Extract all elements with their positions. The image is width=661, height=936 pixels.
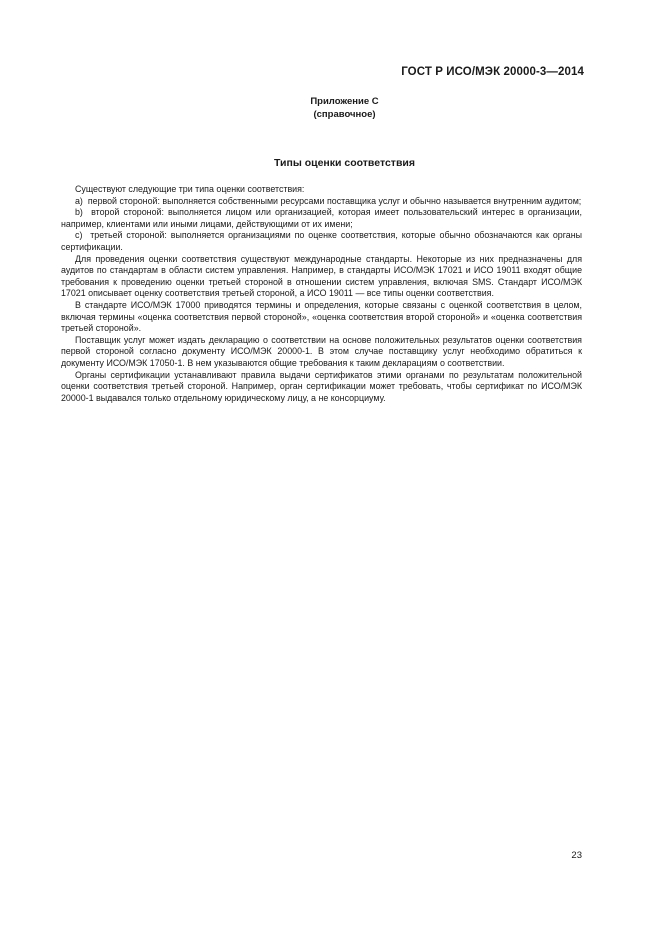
- annex-heading: [0, 95, 661, 121]
- annex-subtitle: (справочное): [313, 109, 376, 120]
- list-item-second-party: b) второй стороной: выполняется лицом или организацией, которая имеет пользовательский интерес в организации, например, клиентами или иными лицами, действующими от их имени;: [61, 207, 582, 229]
- list-item-first-party: a) первой стороной: выполняется собственными ресурсами поставщика услуг и обычно называется внутренним аудитом;: [75, 195, 582, 206]
- paragraph-terms: В стандарте ИСО/МЭК 17000 приводятся термины и определения, которые связаны с оценкой соответствия в целом, включая термины «оценка соответствия первой стороной», «оценка соответствия второй стороной» и «оценка соответствия третьей стороной».: [61, 299, 582, 334]
- section-title: Типы оценки соответствия: [274, 157, 415, 169]
- list-item-third-party: c) третьей стороной: выполняется организациями по оценке соответствия, которые обычно обозначаются как органы сертификации.: [61, 230, 582, 252]
- body-text: [61, 184, 582, 404]
- paragraph-declaration: Поставщик услуг может издать декларацию о соответствии на основе положительных результатов оценки соответствия первой стороной согласно документу ИСО/МЭК 20000-1. В этом случае поставщику услуг необходимо обратиться к документу ИСО/МЭК 17050-1. В нем указываются общие требования к таким декларациям о соответствии.: [61, 334, 582, 368]
- standard-designation: ГОСТ Р ИСО/МЭК 20000-3—2014: [401, 66, 584, 78]
- annex-title: Приложение С: [310, 96, 379, 107]
- page-number: 23: [571, 850, 582, 861]
- paragraph-intro: Существуют следующие три типа оценки соответствия:: [75, 184, 305, 194]
- paragraph-certification: Органы сертификации устанавливают правила выдачи сертификатов этими органами по результатам положительной оценки соответствия третьей стороной. Например, орган сертификации может требовать, чтобы сертификат по ИСО/МЭК 20000-1 выдавался только отдельному юридическому лицу, а не консорциуму.: [61, 369, 582, 403]
- paragraph-standards: Для проведения оценки соответствия существуют международные стандарты. Некоторые из них предназначены для аудитов по стандартам в области систем управления. Например, в стандарты ИСО/МЭК 17021 и ИСО 19011 входят общие требования к проведению оценки третьей стороной в отношении систем управления, включая SMS. Стандарт ИСО/МЭК 17021 описывает оценку соответствия третьей стороной, а ИСО 19011 — все типы оценки соответствия.: [61, 253, 582, 299]
